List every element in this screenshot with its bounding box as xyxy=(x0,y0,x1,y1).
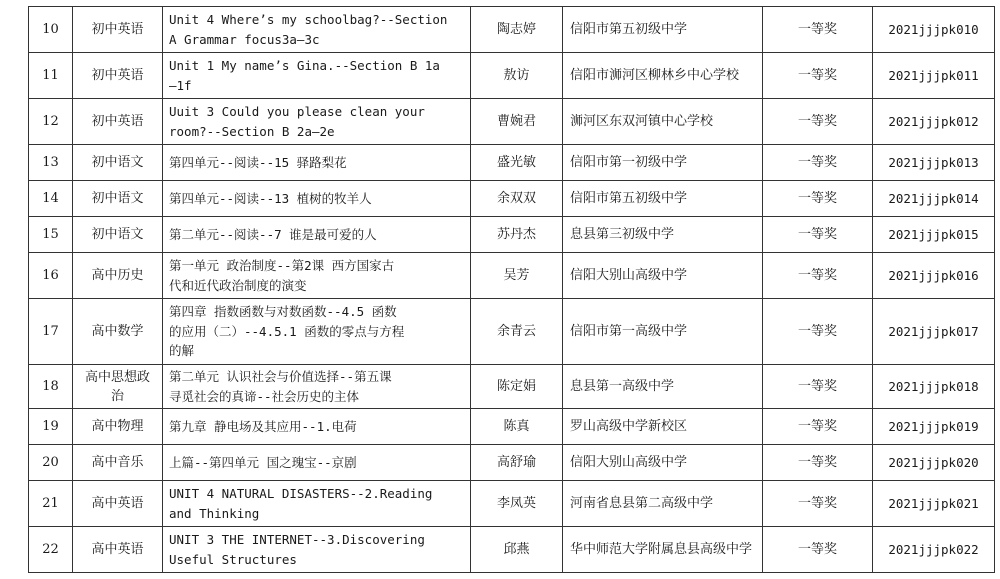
teacher-cell: 李凤英 xyxy=(471,481,563,527)
code-cell: 2021jjjpk017 xyxy=(873,299,995,365)
subject-cell: 高中数学 xyxy=(73,299,163,365)
row-number: 15 xyxy=(29,217,73,253)
lesson-title-cell: Unit 1 My name’s Gina.--Section B 1a —1f xyxy=(163,53,471,99)
school-cell: 河南省息县第二高级中学 xyxy=(563,481,763,527)
lesson-title-cell: 第九章 静电场及其应用--1.电荷 xyxy=(163,409,471,445)
award-cell: 一等奖 xyxy=(763,181,873,217)
code-cell: 2021jjjpk016 xyxy=(873,253,995,299)
teacher-cell: 陶志婷 xyxy=(471,7,563,53)
row-number: 12 xyxy=(29,99,73,145)
row-number: 19 xyxy=(29,409,73,445)
award-table xyxy=(28,6,995,573)
table-row xyxy=(29,481,995,527)
row-number: 18 xyxy=(29,365,73,409)
award-cell: 一等奖 xyxy=(763,445,873,481)
school-cell: 罗山高级中学新校区 xyxy=(563,409,763,445)
teacher-cell: 陈真 xyxy=(471,409,563,445)
row-number: 14 xyxy=(29,181,73,217)
lesson-title-cell: 上篇--第四单元 国之瑰宝--京剧 xyxy=(163,445,471,481)
teacher-cell: 苏丹杰 xyxy=(471,217,563,253)
row-number: 13 xyxy=(29,145,73,181)
teacher-cell: 曹婉君 xyxy=(471,99,563,145)
table-row xyxy=(29,409,995,445)
lesson-title-cell: 第四单元--阅读--15 驿路梨花 xyxy=(163,145,471,181)
table-row xyxy=(29,145,995,181)
school-cell: 华中师范大学附属息县高级中学 xyxy=(563,527,763,573)
award-table-body xyxy=(29,7,995,573)
lesson-title-cell: Uuit 3 Could you please clean your room?--Section B 2a—2e xyxy=(163,99,471,145)
award-cell: 一等奖 xyxy=(763,527,873,573)
code-cell: 2021jjjpk020 xyxy=(873,445,995,481)
subject-cell: 初中语文 xyxy=(73,181,163,217)
award-cell: 一等奖 xyxy=(763,253,873,299)
school-cell: 信阳市第一初级中学 xyxy=(563,145,763,181)
table-row xyxy=(29,365,995,409)
subject-cell: 高中音乐 xyxy=(73,445,163,481)
teacher-cell: 敖访 xyxy=(471,53,563,99)
school-cell: 信阳市第五初级中学 xyxy=(563,181,763,217)
subject-cell: 初中英语 xyxy=(73,53,163,99)
school-cell: 息县第一高级中学 xyxy=(563,365,763,409)
table-row xyxy=(29,99,995,145)
teacher-cell: 盛光敏 xyxy=(471,145,563,181)
teacher-cell: 邱燕 xyxy=(471,527,563,573)
code-cell: 2021jjjpk013 xyxy=(873,145,995,181)
teacher-cell: 余青云 xyxy=(471,299,563,365)
school-cell: 信阳大别山高级中学 xyxy=(563,253,763,299)
row-number: 11 xyxy=(29,53,73,99)
teacher-cell: 高舒瑜 xyxy=(471,445,563,481)
code-cell: 2021jjjpk014 xyxy=(873,181,995,217)
lesson-title-cell: 第二单元 认识社会与价值选择--第五课 寻觅社会的真谛--社会历史的主体 xyxy=(163,365,471,409)
lesson-title-cell: 第四章 指数函数与对数函数--4.5 函数 的应用（二）--4.5.1 函数的零点与方程 的解 xyxy=(163,299,471,365)
subject-cell: 初中语文 xyxy=(73,145,163,181)
award-cell: 一等奖 xyxy=(763,53,873,99)
code-cell: 2021jjjpk010 xyxy=(873,7,995,53)
subject-cell: 高中物理 xyxy=(73,409,163,445)
row-number: 21 xyxy=(29,481,73,527)
award-cell: 一等奖 xyxy=(763,7,873,53)
subject-cell: 高中英语 xyxy=(73,527,163,573)
code-cell: 2021jjjpk012 xyxy=(873,99,995,145)
table-row xyxy=(29,527,995,573)
row-number: 20 xyxy=(29,445,73,481)
teacher-cell: 陈定娟 xyxy=(471,365,563,409)
award-cell: 一等奖 xyxy=(763,145,873,181)
school-cell: 信阳市第一高级中学 xyxy=(563,299,763,365)
code-cell: 2021jjjpk021 xyxy=(873,481,995,527)
award-cell: 一等奖 xyxy=(763,99,873,145)
code-cell: 2021jjjpk019 xyxy=(873,409,995,445)
row-number: 16 xyxy=(29,253,73,299)
lesson-title-cell: 第四单元--阅读--13 植树的牧羊人 xyxy=(163,181,471,217)
lesson-title-cell: Unit 4 Where’s my schoolbag?--Section A Grammar focus3a—3c xyxy=(163,7,471,53)
table-row xyxy=(29,253,995,299)
table-row xyxy=(29,299,995,365)
school-cell: 信阳市浉河区柳林乡中心学校 xyxy=(563,53,763,99)
subject-cell: 高中历史 xyxy=(73,253,163,299)
teacher-cell: 余双双 xyxy=(471,181,563,217)
code-cell: 2021jjjpk011 xyxy=(873,53,995,99)
lesson-title-cell: 第二单元--阅读--7 谁是最可爱的人 xyxy=(163,217,471,253)
table-row xyxy=(29,7,995,53)
school-cell: 浉河区东双河镇中心学校 xyxy=(563,99,763,145)
row-number: 22 xyxy=(29,527,73,573)
school-cell: 息县第三初级中学 xyxy=(563,217,763,253)
school-cell: 信阳大别山高级中学 xyxy=(563,445,763,481)
subject-cell: 初中语文 xyxy=(73,217,163,253)
award-cell: 一等奖 xyxy=(763,481,873,527)
row-number: 10 xyxy=(29,7,73,53)
subject-cell: 初中英语 xyxy=(73,99,163,145)
table-row xyxy=(29,217,995,253)
table-row xyxy=(29,445,995,481)
teacher-cell: 吴芳 xyxy=(471,253,563,299)
award-cell: 一等奖 xyxy=(763,365,873,409)
code-cell: 2021jjjpk022 xyxy=(873,527,995,573)
lesson-title-cell: 第一单元 政治制度--第2课 西方国家古 代和近代政治制度的演变 xyxy=(163,253,471,299)
award-cell: 一等奖 xyxy=(763,409,873,445)
subject-cell: 高中英语 xyxy=(73,481,163,527)
award-cell: 一等奖 xyxy=(763,217,873,253)
table-row xyxy=(29,53,995,99)
subject-cell: 初中英语 xyxy=(73,7,163,53)
subject-cell: 高中思想政 治 xyxy=(73,365,163,409)
code-cell: 2021jjjpk018 xyxy=(873,365,995,409)
table-row xyxy=(29,181,995,217)
row-number: 17 xyxy=(29,299,73,365)
award-cell: 一等奖 xyxy=(763,299,873,365)
code-cell: 2021jjjpk015 xyxy=(873,217,995,253)
school-cell: 信阳市第五初级中学 xyxy=(563,7,763,53)
lesson-title-cell: UNIT 4 NATURAL DISASTERS--2.Reading and Thinking xyxy=(163,481,471,527)
lesson-title-cell: UNIT 3 THE INTERNET--3.Discovering Useful Structures xyxy=(163,527,471,573)
